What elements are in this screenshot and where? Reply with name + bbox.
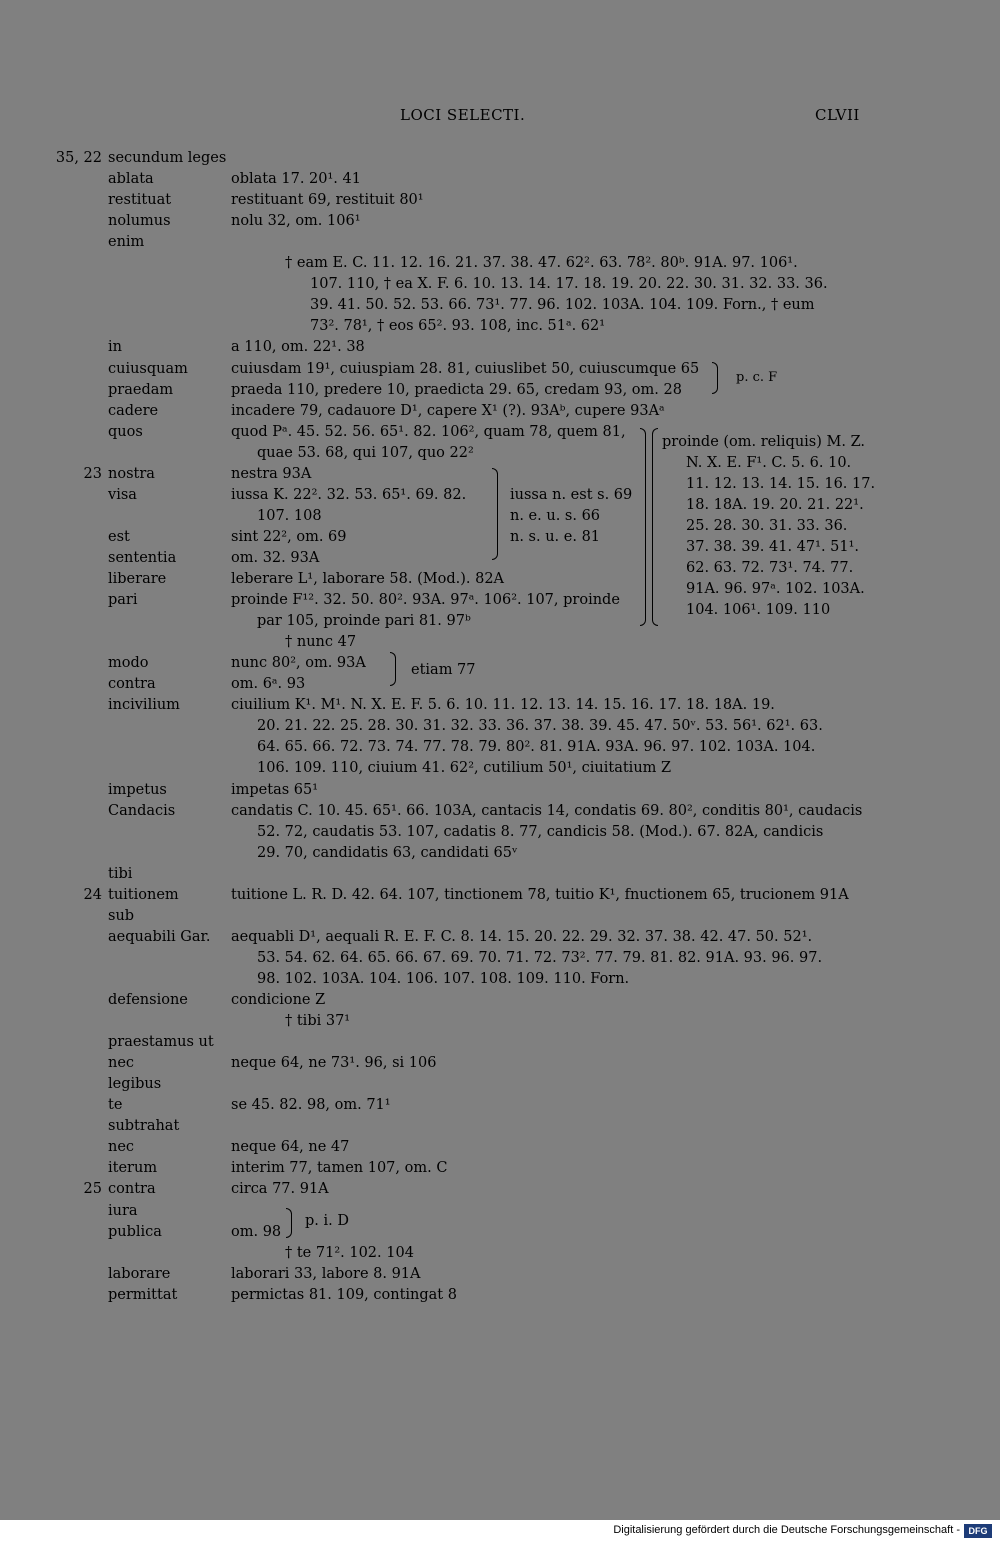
dagger-addition: † tibi 37¹: [285, 1013, 351, 1029]
lemma: sub: [108, 908, 135, 924]
variant-continuation: 53. 54. 62. 64. 65. 66. 67. 69. 70. 71. 72. 73². 77. 79. 81. 82. 91A. 93. 96. 97.: [257, 950, 823, 966]
variant-reading: aequabli D¹, aequali R. E. F. C. 8. 14. 15. 20. 22. 29. 32. 37. 38. 42. 47. 50. 52¹.: [231, 929, 813, 945]
variant-reading: nestra 93A: [231, 466, 312, 482]
lemma: contra: [108, 676, 156, 692]
lemma: nec: [108, 1055, 135, 1071]
line-number: 25: [83, 1181, 102, 1197]
variant-reading: ciuilium K¹. M¹. N. X. E. F. 5. 6. 10. 11. 12. 13. 14. 15. 16. 17. 18. 18A. 19.: [231, 697, 775, 713]
brace-note-pc: p. c. F: [736, 370, 778, 385]
variant-continuation: 64. 65. 66. 72. 73. 74. 77. 78. 79. 80². 81. 91A. 93A. 96. 97. 102. 103A. 104.: [257, 739, 816, 755]
variant-reading: iussa K. 22². 32. 53. 65¹. 69. 82.: [231, 487, 467, 503]
brace-pi: [286, 1208, 292, 1238]
lemma: tibi: [108, 866, 133, 882]
lemma: liberare: [108, 571, 167, 587]
variant-continuation: 29. 70, candidatis 63, candidati 65ᵛ: [257, 845, 518, 861]
lemma: defensione: [108, 992, 188, 1008]
lemma: est: [108, 529, 130, 545]
brace-etiam: [390, 652, 396, 686]
brace-proinde-outer: [652, 428, 658, 626]
lemma: iterum: [108, 1160, 158, 1176]
lemma: praestamus ut: [108, 1034, 214, 1050]
variant-reading: nolu 32, om. 106¹: [231, 213, 361, 229]
lemma: visa: [108, 487, 137, 503]
dagger-addition: † te 71². 102. 104: [285, 1245, 414, 1261]
line-number: 24: [83, 887, 102, 903]
lemma: te: [108, 1097, 123, 1113]
proinde-note-line: 18. 18A. 19. 20. 21. 22¹.: [686, 497, 864, 513]
brace-note-pi: p. i. D: [305, 1213, 349, 1229]
proinde-note-line: 91A. 96. 97ᵃ. 102. 103A.: [686, 581, 865, 597]
line-number: 23: [83, 466, 102, 482]
lemma: sententia: [108, 550, 177, 566]
variant-reading: neque 64, ne 47: [231, 1139, 350, 1155]
proinde-note-line: 11. 12. 13. 14. 15. 16. 17.: [686, 476, 876, 492]
variant-reading: cuiusdam 19¹, cuiuspiam 28. 81, cuiuslibet 50, cuiuscumque 65: [231, 361, 700, 377]
lemma: permittat: [108, 1287, 178, 1303]
lemma: ablata: [108, 171, 154, 187]
footer-bar: [0, 1520, 1000, 1544]
lemma: impetus: [108, 782, 167, 798]
brace-proinde-inner: [640, 428, 646, 626]
variant-continuation: quae 53. 68, qui 107, quo 22²: [257, 445, 474, 461]
variant-reading: se 45. 82. 98, om. 71¹: [231, 1097, 391, 1113]
lemma: nostra: [108, 466, 155, 482]
variant-reading: praeda 110, predere 10, praedicta 29. 65, credam 93, om. 28: [231, 382, 682, 398]
variant-reading: a 110, om. 22¹. 38: [231, 339, 365, 355]
brace-note-etiam: etiam 77: [411, 662, 476, 678]
lemma: praedam: [108, 382, 174, 398]
lemma: modo: [108, 655, 149, 671]
variant-reading: sint 22², om. 69: [231, 529, 347, 545]
variant-reading: proinde F¹². 32. 50. 80². 93A. 97ᵃ. 106². 107, proinde: [231, 592, 620, 608]
variant-continuation: 107. 108: [257, 508, 322, 524]
variant-continuation: 106. 109. 110, ciuium 41. 62², cutilium 50¹, ciuitatium Z: [257, 760, 672, 776]
variant-reading: circa 77. 91A: [231, 1181, 329, 1197]
proinde-note-line: N. X. E. F¹. C. 5. 6. 10.: [686, 455, 852, 471]
variant-reading: quod Pᵃ. 45. 52. 56. 65¹. 82. 106², quam 78, quem 81,: [231, 424, 626, 440]
page-number: CLVII: [815, 106, 860, 124]
lemma: incivilium: [108, 697, 180, 713]
lemma: tuitionem: [108, 887, 179, 903]
lemma: quos: [108, 424, 143, 440]
lemma: nolumus: [108, 213, 171, 229]
variant-reading: leberare L¹, laborare 58. (Mod.). 82A: [231, 571, 505, 587]
lemma: enim: [108, 234, 145, 250]
variant-continuation: par 105, proinde pari 81. 97ᵇ: [257, 613, 471, 629]
variant-continuation: 98. 102. 103A. 104. 106. 107. 108. 109. 110. Forn.: [257, 971, 630, 987]
proinde-note-line: proinde (om. reliquis) M. Z.: [662, 434, 865, 450]
variant-reading: om. 98: [231, 1224, 282, 1240]
lemma: subtrahat: [108, 1118, 180, 1134]
variant-reading: interim 77, tamen 107, om. C: [231, 1160, 448, 1176]
line-number: 35, 22: [55, 150, 102, 166]
brace-note-iussa-1: iussa n. est s. 69: [510, 487, 633, 503]
variant-reading: laborari 33, labore 8. 91A: [231, 1266, 421, 1282]
running-title: LOCI SELECTI.: [400, 106, 526, 124]
variant-reading: permictas 81. 109, contingat 8: [231, 1287, 457, 1303]
proinde-note-line: 25. 28. 30. 31. 33. 36.: [686, 518, 848, 534]
lemma: Candacis: [108, 803, 176, 819]
lemma: cadere: [108, 403, 159, 419]
variant-reading: condicione Z: [231, 992, 326, 1008]
variant-reading: incadere 79, cadauore D¹, capere X¹ (?). 93Aᵇ, cupere 93Aᵃ: [231, 403, 665, 419]
lemma: cuiusquam: [108, 361, 188, 377]
brace-iussa: [492, 468, 498, 560]
lemma: pari: [108, 592, 138, 608]
brace-note-iussa-3: n. s. u. e. 81: [510, 529, 601, 545]
footer-credit: Digitalisierung gefördert durch die Deutsche Forschungsgemeinschaft -: [613, 1524, 960, 1536]
variant-reading: restituant 69, restituit 80¹: [231, 192, 424, 208]
variant-reading: om. 6ᵃ. 93: [231, 676, 306, 692]
dagger-continuation: 39. 41. 50. 52. 53. 66. 73¹. 77. 96. 102. 103A. 104. 109. Forn., † eum: [310, 297, 815, 313]
lemma: publica: [108, 1224, 162, 1240]
variant-reading: om. 32. 93A: [231, 550, 320, 566]
lemma: restituat: [108, 192, 172, 208]
lemma: secundum leges: [108, 150, 227, 166]
lemma: nec: [108, 1139, 135, 1155]
brace-note-iussa-2: n. e. u. s. 66: [510, 508, 601, 524]
dagger-continuation: 107. 110, † ea X. F. 6. 10. 13. 14. 17. 18. 19. 20. 22. 30. 31. 32. 33. 36.: [310, 276, 828, 292]
lemma: contra: [108, 1181, 156, 1197]
variant-reading: nunc 80², om. 93A: [231, 655, 366, 671]
variant-continuation: 52. 72, caudatis 53. 107, cadatis 8. 77, candicis 58. (Mod.). 67. 82A, candicis: [257, 824, 824, 840]
lemma: in: [108, 339, 122, 355]
variant-reading: neque 64, ne 73¹. 96, si 106: [231, 1055, 437, 1071]
variant-reading: tuitione L. R. D. 42. 64. 107, tinctionem 78, tuitio K¹, fnuctionem 65, trucionem 91A: [231, 887, 849, 903]
proinde-note-line: 37. 38. 39. 41. 47¹. 51¹.: [686, 539, 860, 555]
lemma: iura: [108, 1203, 138, 1219]
variant-continuation: 20. 21. 22. 25. 28. 30. 31. 32. 33. 36. 37. 38. 39. 45. 47. 50ᵛ. 53. 56¹. 62¹. 63.: [257, 718, 823, 734]
proinde-note-line: 104. 106¹. 109. 110: [686, 602, 831, 618]
dagger-addition: † eam E. C. 11. 12. 16. 21. 37. 38. 47. 62². 63. 78². 80ᵇ. 91A. 97. 106¹.: [285, 255, 798, 271]
brace-pc: [712, 362, 718, 394]
dagger-addition: † nunc 47: [285, 634, 357, 650]
dfg-logo: DFG: [964, 1524, 992, 1538]
variant-reading: impetas 65¹: [231, 782, 319, 798]
lemma: legibus: [108, 1076, 162, 1092]
dagger-continuation: 73². 78¹, † eos 65². 93. 108, inc. 51ᵃ. 62¹: [310, 318, 606, 334]
variant-reading: oblata 17. 20¹. 41: [231, 171, 361, 187]
proinde-note-line: 62. 63. 72. 73¹. 74. 77.: [686, 560, 854, 576]
variant-reading: candatis C. 10. 45. 65¹. 66. 103A, cantacis 14, condatis 69. 80², conditis 80¹, caudacis: [231, 803, 863, 819]
lemma: aequabili Gar.: [108, 929, 211, 945]
lemma: laborare: [108, 1266, 171, 1282]
